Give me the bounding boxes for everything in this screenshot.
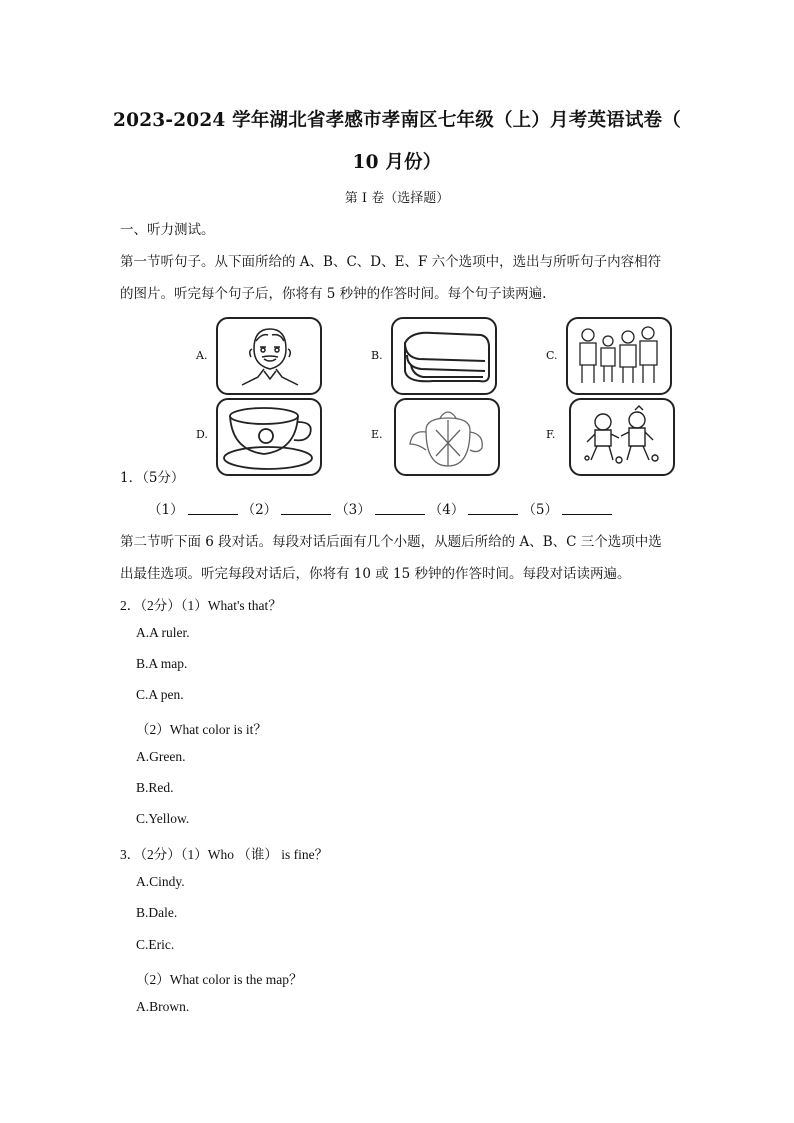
answer-blank-3[interactable]: [375, 502, 425, 515]
picture-label-b: B.: [371, 349, 383, 362]
picture-f: [569, 398, 675, 476]
q2-option-a: A.A ruler.: [136, 625, 190, 640]
exam-title-line1: 2023-2024 学年湖北省孝感市孝南区七年级（上）月考英语试卷（: [113, 110, 681, 131]
picture-d: [216, 398, 322, 476]
part2-instructions-line2: 出最佳选项。听完每段对话后，你将有 10 或 15 秒钟的作答时间。每段对话读两遍。: [120, 566, 631, 582]
q3-option-a: A.Cindy.: [136, 874, 185, 889]
question-2-sub2: （2）What color is it？: [136, 722, 267, 737]
picture-c: [566, 317, 672, 395]
tea-cup-icon: [218, 400, 320, 474]
part2-instructions-line1: 第二节听下面 6 段对话。每段对话后面有几个小题，从题后所给的 A、B、C 三个选项中选: [120, 534, 662, 550]
q3-option-c: C.Eric.: [136, 937, 175, 952]
folded-towel-icon: [393, 319, 495, 393]
q2-option-c: C.A pen.: [136, 687, 184, 702]
q3-sub2-option-a: A.Brown.: [136, 999, 190, 1014]
volume-subtitle: 第 I 卷（选择题）: [344, 191, 450, 206]
picture-label-d: D.: [196, 428, 208, 441]
q3-option-b: B.Dale.: [136, 905, 178, 920]
blank-label-5: （5）: [522, 502, 558, 518]
family-icon: [568, 319, 670, 393]
blank-label-3: （3）: [335, 502, 371, 518]
question-1-blanks: [148, 498, 616, 518]
question-2-stem: 2．（2分）（1）What's that？: [120, 598, 282, 613]
question-3-sub2: （2）What color is the map？: [136, 972, 303, 987]
kids-playing-icon: [571, 400, 673, 474]
exam-title-line2: 10 月份）: [352, 152, 442, 173]
answer-blank-1[interactable]: [188, 502, 238, 515]
part1-instructions-line1: 第一节听句子。从下面所给的 A、B、C、D、E、F 六个选项中，选出与所听句子内容相符: [120, 254, 662, 270]
teapot-icon: [396, 400, 498, 474]
answer-blank-2[interactable]: [281, 502, 331, 515]
picture-label-c: C.: [546, 349, 558, 362]
blank-label-1: （1）: [148, 502, 184, 518]
q2-sub2-option-a: A.Green.: [136, 749, 186, 764]
part1-instructions-line2: 的图片。听完每个句子后，你将有 5 秒钟的作答时间。每个句子读两遍.: [120, 286, 547, 302]
picture-e: [394, 398, 500, 476]
section-heading-listening: 一、听力测试。: [120, 222, 215, 238]
blank-label-4: （4）: [428, 502, 465, 518]
picture-b: [391, 317, 497, 395]
answer-blank-4[interactable]: [468, 502, 518, 515]
q2-sub2-option-c: C.Yellow.: [136, 811, 190, 826]
question-3-stem: 3．（2分）（1）Who （谁） is fine？: [120, 847, 329, 862]
question-1-number: 1．（5分）: [120, 470, 185, 486]
q2-option-b: B.A map.: [136, 656, 188, 671]
picture-a: [216, 317, 322, 395]
picture-label-a: A.: [196, 349, 208, 362]
picture-label-f: F.: [546, 428, 556, 441]
q2-sub2-option-b: B.Red.: [136, 780, 174, 795]
old-man-icon: [218, 319, 320, 393]
blank-label-2: （2）: [241, 502, 278, 518]
picture-label-e: E.: [371, 428, 383, 441]
answer-blank-5[interactable]: [562, 502, 612, 515]
